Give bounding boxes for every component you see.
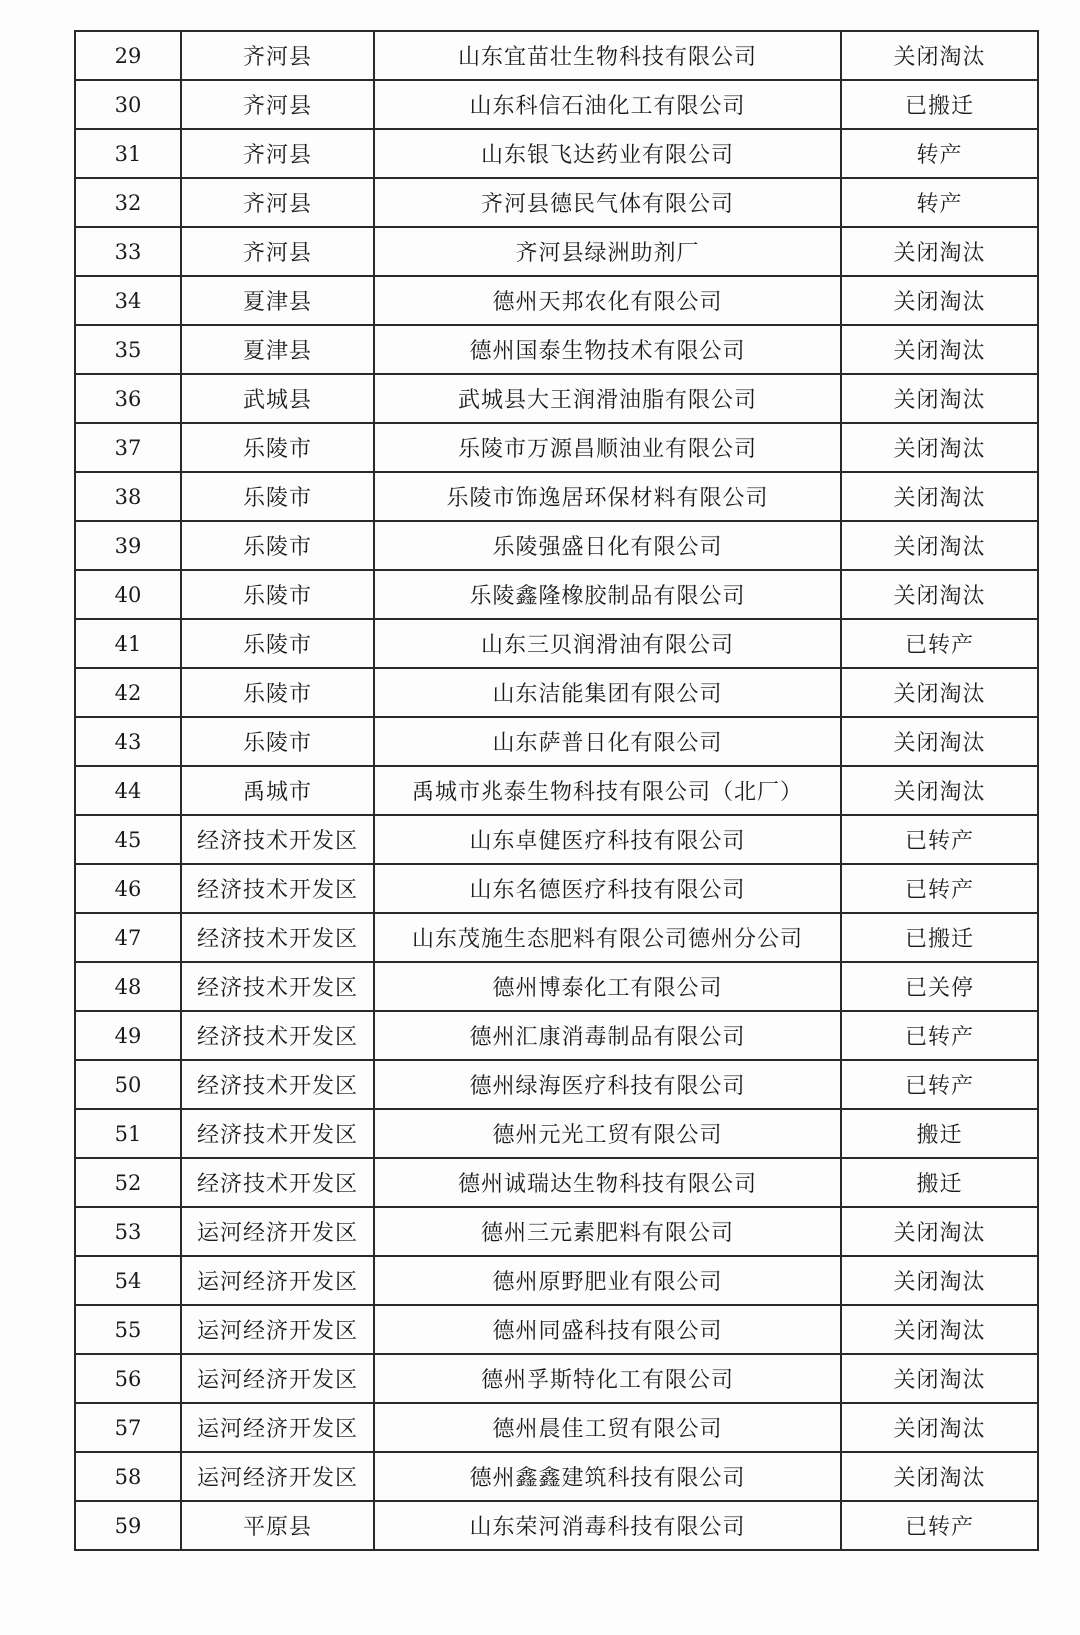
company-name-cell: 德州三元素肥料有限公司	[374, 1207, 841, 1256]
region-cell: 乐陵市	[181, 668, 374, 717]
region-cell: 乐陵市	[181, 717, 374, 766]
company-name-cell: 乐陵鑫隆橡胶制品有限公司	[374, 570, 841, 619]
table-row	[75, 1011, 1038, 1060]
region-cell: 运河经济开发区	[181, 1354, 374, 1403]
status-cell: 关闭淘汰	[841, 325, 1038, 374]
row-number-cell: 55	[75, 1305, 181, 1354]
row-number-cell: 50	[75, 1060, 181, 1109]
row-number-cell: 47	[75, 913, 181, 962]
company-name-cell: 武城县大王润滑油脂有限公司	[374, 374, 841, 423]
table-row	[75, 864, 1038, 913]
table-row	[75, 570, 1038, 619]
status-cell: 关闭淘汰	[841, 521, 1038, 570]
region-cell: 夏津县	[181, 276, 374, 325]
status-cell: 已搬迁	[841, 80, 1038, 129]
row-number-cell: 53	[75, 1207, 181, 1256]
status-cell: 关闭淘汰	[841, 374, 1038, 423]
row-number-cell: 49	[75, 1011, 181, 1060]
company-name-cell: 德州汇康消毒制品有限公司	[374, 1011, 841, 1060]
region-cell: 齐河县	[181, 80, 374, 129]
row-number-cell: 42	[75, 668, 181, 717]
status-cell: 关闭淘汰	[841, 1256, 1038, 1305]
table-row	[75, 325, 1038, 374]
row-number-cell: 52	[75, 1158, 181, 1207]
region-cell: 夏津县	[181, 325, 374, 374]
row-number-cell: 34	[75, 276, 181, 325]
status-cell: 关闭淘汰	[841, 472, 1038, 521]
table-row	[75, 1354, 1038, 1403]
row-number-cell: 51	[75, 1109, 181, 1158]
table-row	[75, 423, 1038, 472]
region-cell: 经济技术开发区	[181, 913, 374, 962]
company-name-cell: 乐陵市饰逸居环保材料有限公司	[374, 472, 841, 521]
company-name-cell: 山东宜苗壮生物科技有限公司	[374, 31, 841, 80]
status-cell: 关闭淘汰	[841, 423, 1038, 472]
region-cell: 运河经济开发区	[181, 1256, 374, 1305]
status-cell: 已转产	[841, 864, 1038, 913]
status-cell: 关闭淘汰	[841, 227, 1038, 276]
status-cell: 已转产	[841, 1060, 1038, 1109]
status-cell: 关闭淘汰	[841, 1452, 1038, 1501]
region-cell: 乐陵市	[181, 619, 374, 668]
status-cell: 关闭淘汰	[841, 1354, 1038, 1403]
status-cell: 关闭淘汰	[841, 766, 1038, 815]
status-cell: 关闭淘汰	[841, 717, 1038, 766]
status-cell: 已转产	[841, 1501, 1038, 1550]
region-cell: 经济技术开发区	[181, 1060, 374, 1109]
region-cell: 经济技术开发区	[181, 815, 374, 864]
table-row	[75, 815, 1038, 864]
table-row	[75, 80, 1038, 129]
status-cell: 搬迁	[841, 1109, 1038, 1158]
company-name-cell: 德州晨佳工贸有限公司	[374, 1403, 841, 1452]
company-name-cell: 德州博泰化工有限公司	[374, 962, 841, 1011]
row-number-cell: 46	[75, 864, 181, 913]
status-cell: 关闭淘汰	[841, 570, 1038, 619]
company-name-cell: 德州国泰生物技术有限公司	[374, 325, 841, 374]
company-name-cell: 禹城市兆泰生物科技有限公司（北厂）	[374, 766, 841, 815]
region-cell: 齐河县	[181, 31, 374, 80]
enterprise-table	[74, 30, 1039, 1551]
status-cell: 关闭淘汰	[841, 1207, 1038, 1256]
table-row	[75, 1207, 1038, 1256]
region-cell: 经济技术开发区	[181, 962, 374, 1011]
table-row	[75, 1501, 1038, 1550]
company-name-cell: 山东银飞达药业有限公司	[374, 129, 841, 178]
status-cell: 转产	[841, 129, 1038, 178]
company-name-cell: 山东卓健医疗科技有限公司	[374, 815, 841, 864]
row-number-cell: 29	[75, 31, 181, 80]
row-number-cell: 40	[75, 570, 181, 619]
table-row	[75, 1305, 1038, 1354]
region-cell: 乐陵市	[181, 570, 374, 619]
company-name-cell: 德州原野肥业有限公司	[374, 1256, 841, 1305]
row-number-cell: 57	[75, 1403, 181, 1452]
row-number-cell: 38	[75, 472, 181, 521]
region-cell: 武城县	[181, 374, 374, 423]
company-name-cell: 德州元光工贸有限公司	[374, 1109, 841, 1158]
row-number-cell: 32	[75, 178, 181, 227]
region-cell: 运河经济开发区	[181, 1305, 374, 1354]
row-number-cell: 44	[75, 766, 181, 815]
company-name-cell: 山东名德医疗科技有限公司	[374, 864, 841, 913]
table-row	[75, 766, 1038, 815]
company-name-cell: 乐陵强盛日化有限公司	[374, 521, 841, 570]
table-row	[75, 913, 1038, 962]
company-name-cell: 德州绿海医疗科技有限公司	[374, 1060, 841, 1109]
region-cell: 禹城市	[181, 766, 374, 815]
table-row	[75, 374, 1038, 423]
region-cell: 齐河县	[181, 129, 374, 178]
status-cell: 关闭淘汰	[841, 1403, 1038, 1452]
region-cell: 乐陵市	[181, 472, 374, 521]
row-number-cell: 59	[75, 1501, 181, 1550]
region-cell: 经济技术开发区	[181, 864, 374, 913]
table-row	[75, 472, 1038, 521]
row-number-cell: 54	[75, 1256, 181, 1305]
company-name-cell: 乐陵市万源昌顺油业有限公司	[374, 423, 841, 472]
table-row	[75, 619, 1038, 668]
status-cell: 已转产	[841, 1011, 1038, 1060]
status-cell: 已搬迁	[841, 913, 1038, 962]
company-name-cell: 德州鑫鑫建筑科技有限公司	[374, 1452, 841, 1501]
row-number-cell: 56	[75, 1354, 181, 1403]
table-body	[75, 31, 1038, 1550]
table-row	[75, 521, 1038, 570]
row-number-cell: 36	[75, 374, 181, 423]
status-cell: 已转产	[841, 619, 1038, 668]
company-name-cell: 山东茂施生态肥料有限公司德州分公司	[374, 913, 841, 962]
status-cell: 关闭淘汰	[841, 1305, 1038, 1354]
row-number-cell: 58	[75, 1452, 181, 1501]
region-cell: 平原县	[181, 1501, 374, 1550]
region-cell: 运河经济开发区	[181, 1403, 374, 1452]
company-name-cell: 德州同盛科技有限公司	[374, 1305, 841, 1354]
table-row	[75, 1256, 1038, 1305]
row-number-cell: 41	[75, 619, 181, 668]
company-name-cell: 德州孚斯特化工有限公司	[374, 1354, 841, 1403]
company-name-cell: 山东洁能集团有限公司	[374, 668, 841, 717]
table-row	[75, 962, 1038, 1011]
region-cell: 运河经济开发区	[181, 1207, 374, 1256]
region-cell: 经济技术开发区	[181, 1158, 374, 1207]
row-number-cell: 33	[75, 227, 181, 276]
company-name-cell: 齐河县德民气体有限公司	[374, 178, 841, 227]
table-row	[75, 276, 1038, 325]
status-cell: 关闭淘汰	[841, 668, 1038, 717]
table-row	[75, 1403, 1038, 1452]
row-number-cell: 37	[75, 423, 181, 472]
status-cell: 搬迁	[841, 1158, 1038, 1207]
region-cell: 乐陵市	[181, 521, 374, 570]
table-row	[75, 31, 1038, 80]
table-row	[75, 717, 1038, 766]
row-number-cell: 45	[75, 815, 181, 864]
status-cell: 已转产	[841, 815, 1038, 864]
company-name-cell: 德州诚瑞达生物科技有限公司	[374, 1158, 841, 1207]
region-cell: 乐陵市	[181, 423, 374, 472]
table-row	[75, 178, 1038, 227]
company-name-cell: 齐河县绿洲助剂厂	[374, 227, 841, 276]
company-name-cell: 德州天邦农化有限公司	[374, 276, 841, 325]
status-cell: 关闭淘汰	[841, 31, 1038, 80]
table-row	[75, 668, 1038, 717]
region-cell: 经济技术开发区	[181, 1109, 374, 1158]
status-cell: 已关停	[841, 962, 1038, 1011]
row-number-cell: 31	[75, 129, 181, 178]
status-cell: 关闭淘汰	[841, 276, 1038, 325]
company-name-cell: 山东荣河消毒科技有限公司	[374, 1501, 841, 1550]
table-row	[75, 1452, 1038, 1501]
region-cell: 齐河县	[181, 227, 374, 276]
company-name-cell: 山东三贝润滑油有限公司	[374, 619, 841, 668]
table-row	[75, 129, 1038, 178]
company-name-cell: 山东萨普日化有限公司	[374, 717, 841, 766]
row-number-cell: 30	[75, 80, 181, 129]
company-name-cell: 山东科信石油化工有限公司	[374, 80, 841, 129]
row-number-cell: 43	[75, 717, 181, 766]
row-number-cell: 35	[75, 325, 181, 374]
row-number-cell: 39	[75, 521, 181, 570]
status-cell: 转产	[841, 178, 1038, 227]
table-row	[75, 1109, 1038, 1158]
table-row	[75, 1158, 1038, 1207]
row-number-cell: 48	[75, 962, 181, 1011]
table-row	[75, 227, 1038, 276]
table-row	[75, 1060, 1038, 1109]
region-cell: 运河经济开发区	[181, 1452, 374, 1501]
region-cell: 齐河县	[181, 178, 374, 227]
region-cell: 经济技术开发区	[181, 1011, 374, 1060]
